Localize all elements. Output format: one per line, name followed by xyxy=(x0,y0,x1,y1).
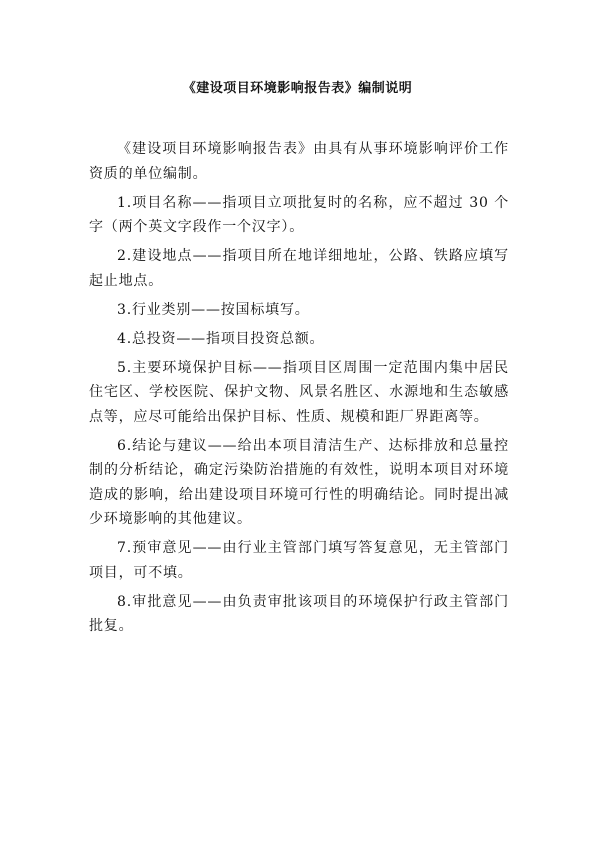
document-body xyxy=(89,137,509,643)
paragraph-protection-targets: 5.主要环境保护目标——指项目区周围一定范围内集中居民住宅区、学校医院、保护文物、风景名胜区、水源地和生态敏感点等，应尽可能给出保护目标、性质、规模和距厂界距离等。 xyxy=(89,359,509,425)
paragraph-conclusions: 6.结论与建议——给出本项目清洁生产、达标排放和总量控制的分析结论，确定污染防治措施的有效性，说明本项目对环境造成的影响，给出建设项目环境可行性的明确结论。同时提出减少环境影响的其他建议。 xyxy=(89,437,509,527)
paragraph-construction-site: 2.建设地点——指项目所在地详细地址，公路、铁路应填写起止地点。 xyxy=(89,248,509,289)
document-title: 《建设项目环境影响报告表》编制说明 xyxy=(182,81,413,96)
paragraph-industry-category: 3.行业类别——按国标填写。 xyxy=(117,301,310,318)
paragraph-pre-review: 7.预审意见——由行业主管部门填写答复意见，无主管部门项目，可不填。 xyxy=(89,540,509,581)
paragraph-approval: 8.审批意见——由负责审批该项目的环境保护行政主管部门批复。 xyxy=(89,593,509,634)
paragraph-project-name: 1.项目名称——指项目立项批复时的名称，应不超过 30 个字（两个英文字段作一个汉字）。 xyxy=(89,194,509,235)
paragraph-intro: 《建设项目环境影响报告表》由具有从事环境影响评价工作资质的单位编制。 xyxy=(89,141,509,182)
paragraph-total-investment: 4.总投资——指项目投资总额。 xyxy=(117,330,325,347)
